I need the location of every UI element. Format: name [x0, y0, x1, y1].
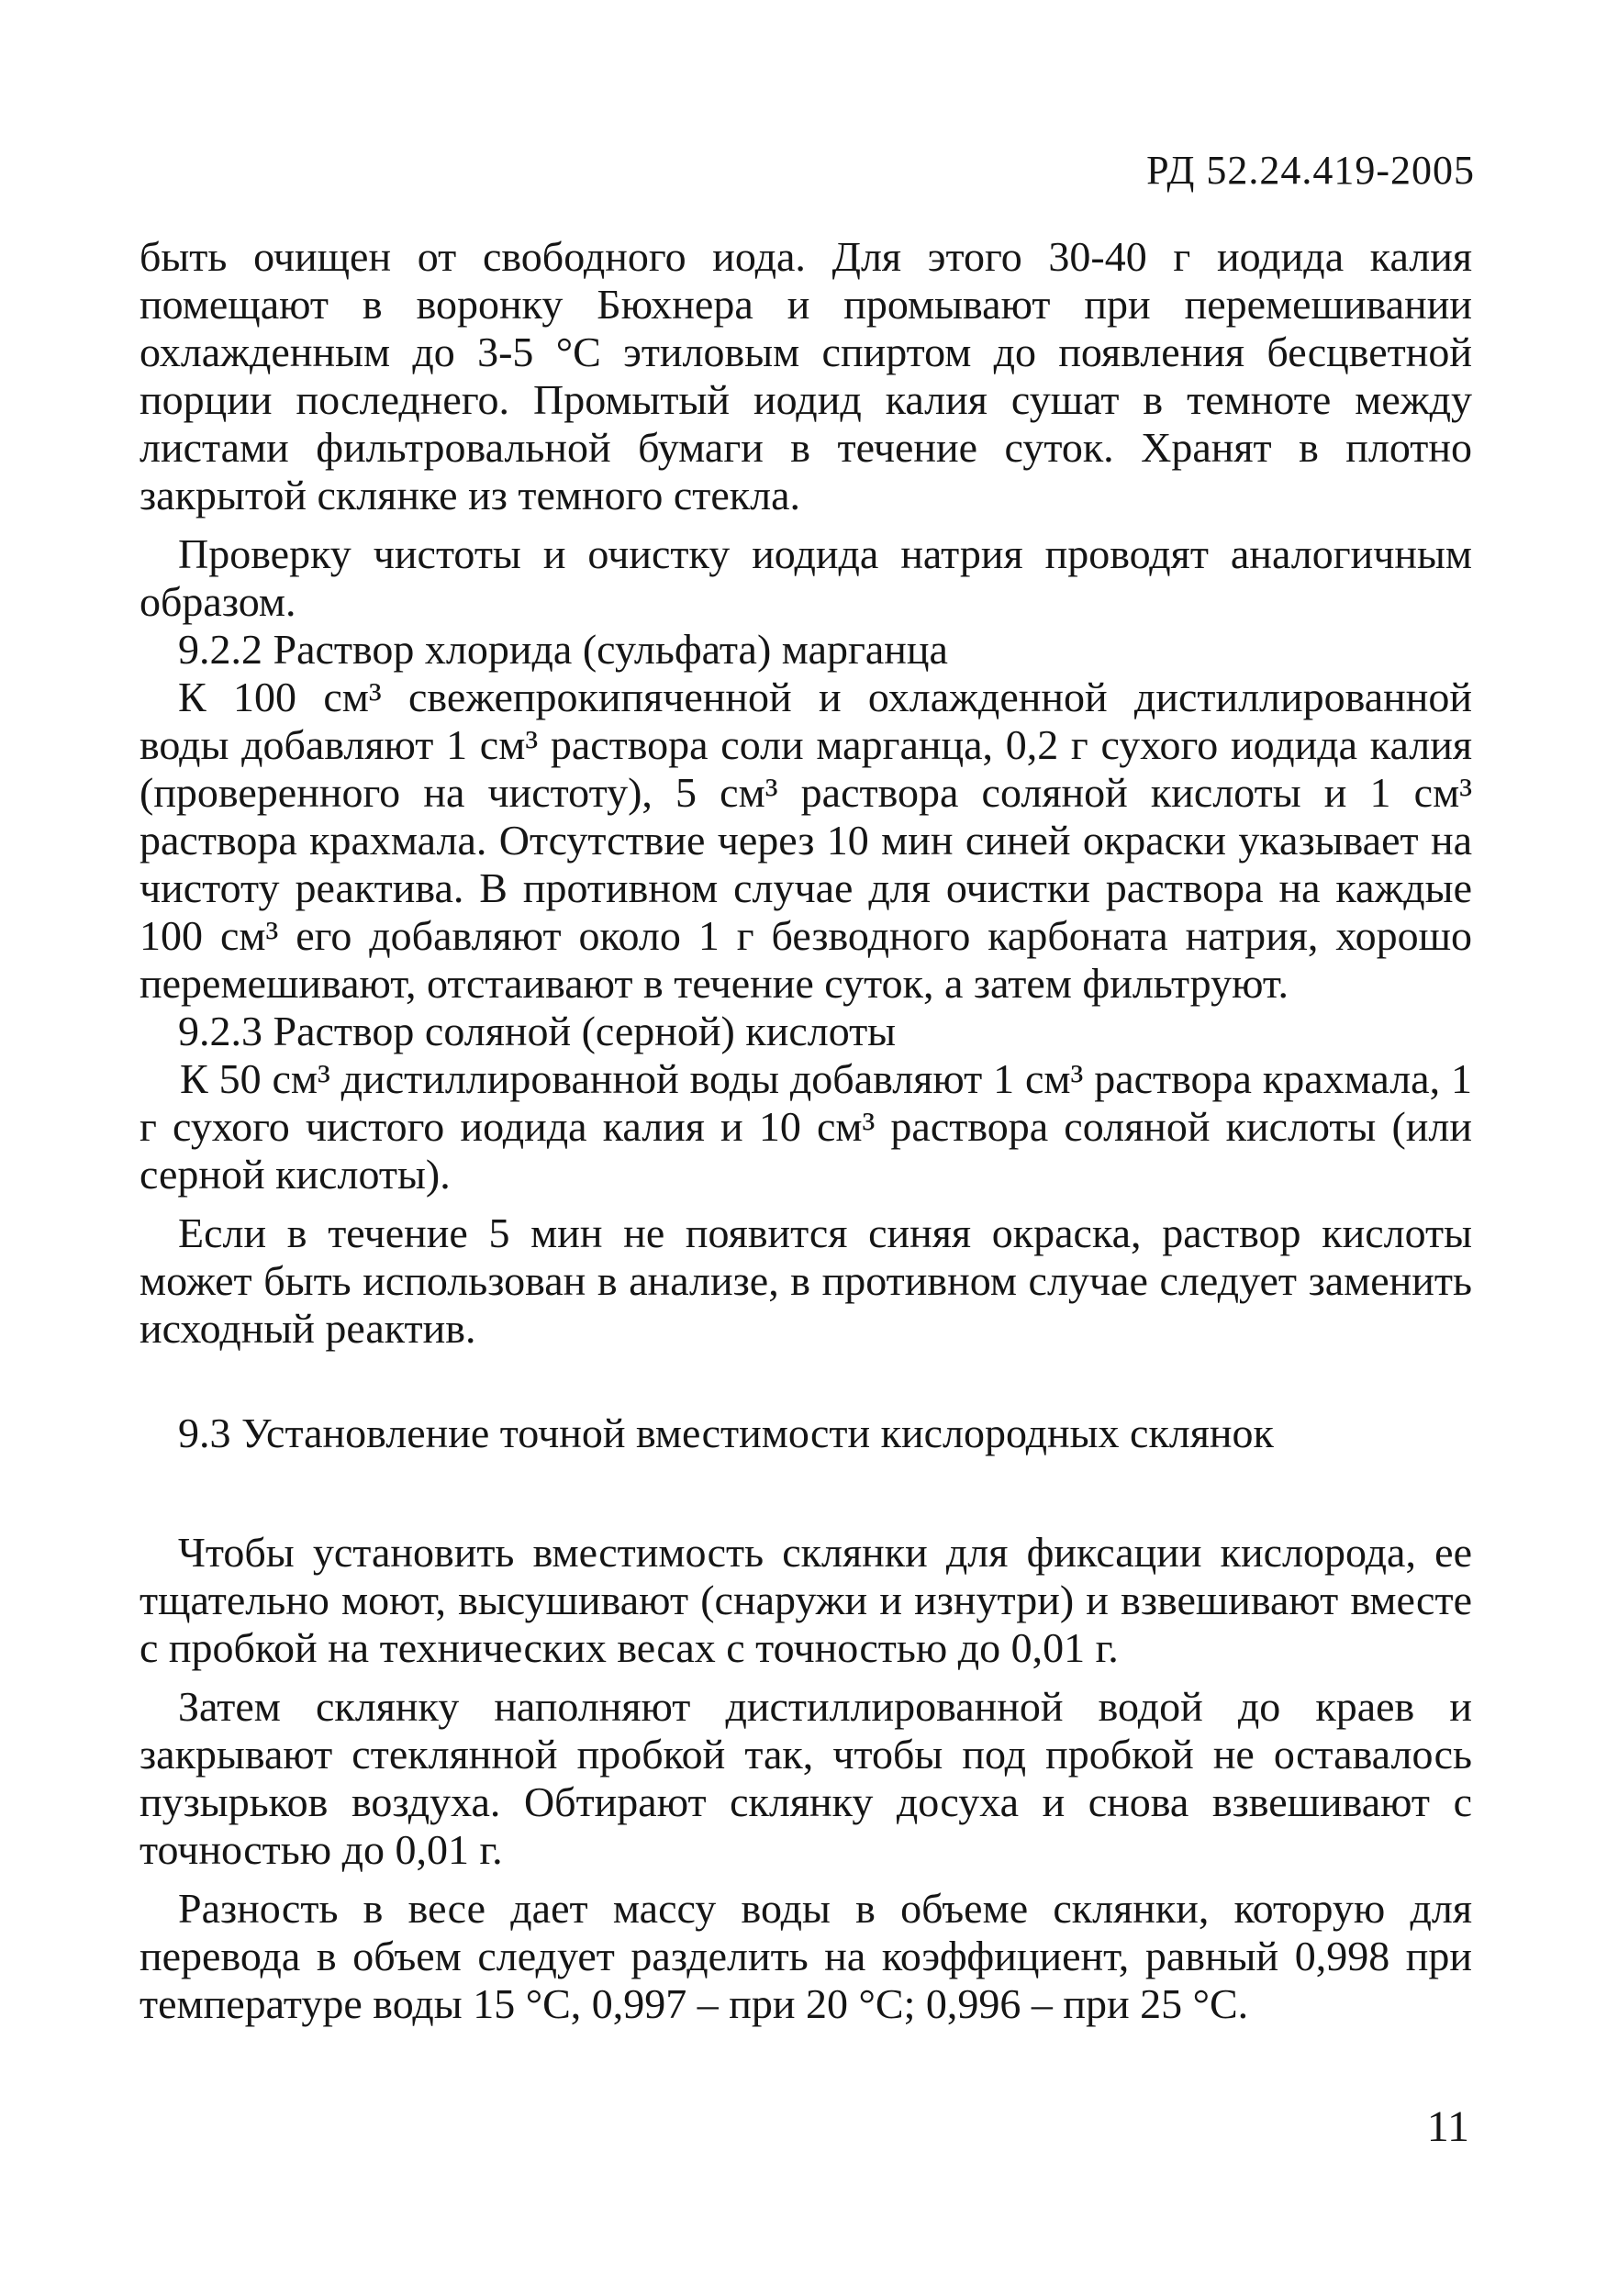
page-number: 11 — [1426, 2102, 1469, 2151]
paragraph-flask-weighing: Чтобы установить вместимость склянки для фиксации кислорода, ее тщательно моют, высушивают (снаружи и изнутри) и взвешивают вместе с пробкой на технических весах с точностью до 0,01 г. — [139, 1529, 1472, 1671]
paragraph-acid-solution-check: К 50 см³ дистиллированной воды добавляют 1 см³ раствора крахмала, 1 г сухого чистого иодида калия и 10 см³ раствора соляной кислоты (или серной кислоты). — [139, 1055, 1472, 1198]
subsection-heading-9-2-3: 9.2.3 Раствор соляной (серной) кислоты — [178, 1008, 897, 1054]
paragraph-potassium-iodide-cleaning: быть очищен от свободного иода. Для этого 30-40 г иодида калия помещают в воронку Бюхнера и промывают при перемешивании охлажденным до 3-5 °С этиловым спиртом до появления бесцветной порции последнего. Промытый иодид калия сушат в темноте между листами фильтровальной бумаги в течение суток. Хранят в плотно закрытой склянке из темного стекла. — [139, 233, 1472, 518]
section-heading-9-3: 9.3 Установление точной вместимости кислородных склянок — [178, 1410, 1274, 1456]
document-body — [139, 233, 1472, 2028]
paragraph-acid-usage-condition: Если в течение 5 мин не появится синяя окраска, раствор кислоты может быть использован в анализе, в противном случае следует заменить исходный реактив. — [139, 1209, 1472, 1352]
paragraph-sodium-iodide-check: Проверку чистоты и очистку иодида натрия проводят аналогичным образом. — [139, 530, 1472, 625]
paragraph-weight-difference-coefficient: Разность в весе дает массу воды в объеме склянки, которую для перевода в объем следует разделить на коэффициент, равный 0,998 при температуре воды 15 °С, 0,997 – при 20 °С; 0,996 – при 25 °С. — [139, 1885, 1472, 2027]
document-code-header: РД 52.24.419-2005 — [1146, 148, 1475, 193]
paragraph-manganese-solution-check: К 100 см³ свежепрокипяченной и охлажденной дистиллированной воды добавляют 1 см³ раствора соли марганца, 0,2 г сухого иодида калия (проверенного на чистоту), 5 см³ раствора соляной кислоты и 1 см³ раствора крахмала. Отсутствие через 10 мин синей окраски указывает на чистоту реактива. В противном случае для очистки раствора на каждые 100 см³ его добавляют около 1 г безводного карбоната натрия, хорошо перемешивают, отстаивают в течение суток, а затем фильтруют. — [139, 674, 1472, 1007]
subsection-heading-9-2-2: 9.2.2 Раствор хлорида (сульфата) марганца — [178, 626, 948, 673]
paragraph-flask-filling: Затем склянку наполняют дистиллированной водой до краев и закрывают стеклянной пробкой так, чтобы под пробкой не оставалось пузырьков воздуха. Обтирают склянку досуха и снова взвешивают с точностью до 0,01 г. — [139, 1683, 1472, 1873]
